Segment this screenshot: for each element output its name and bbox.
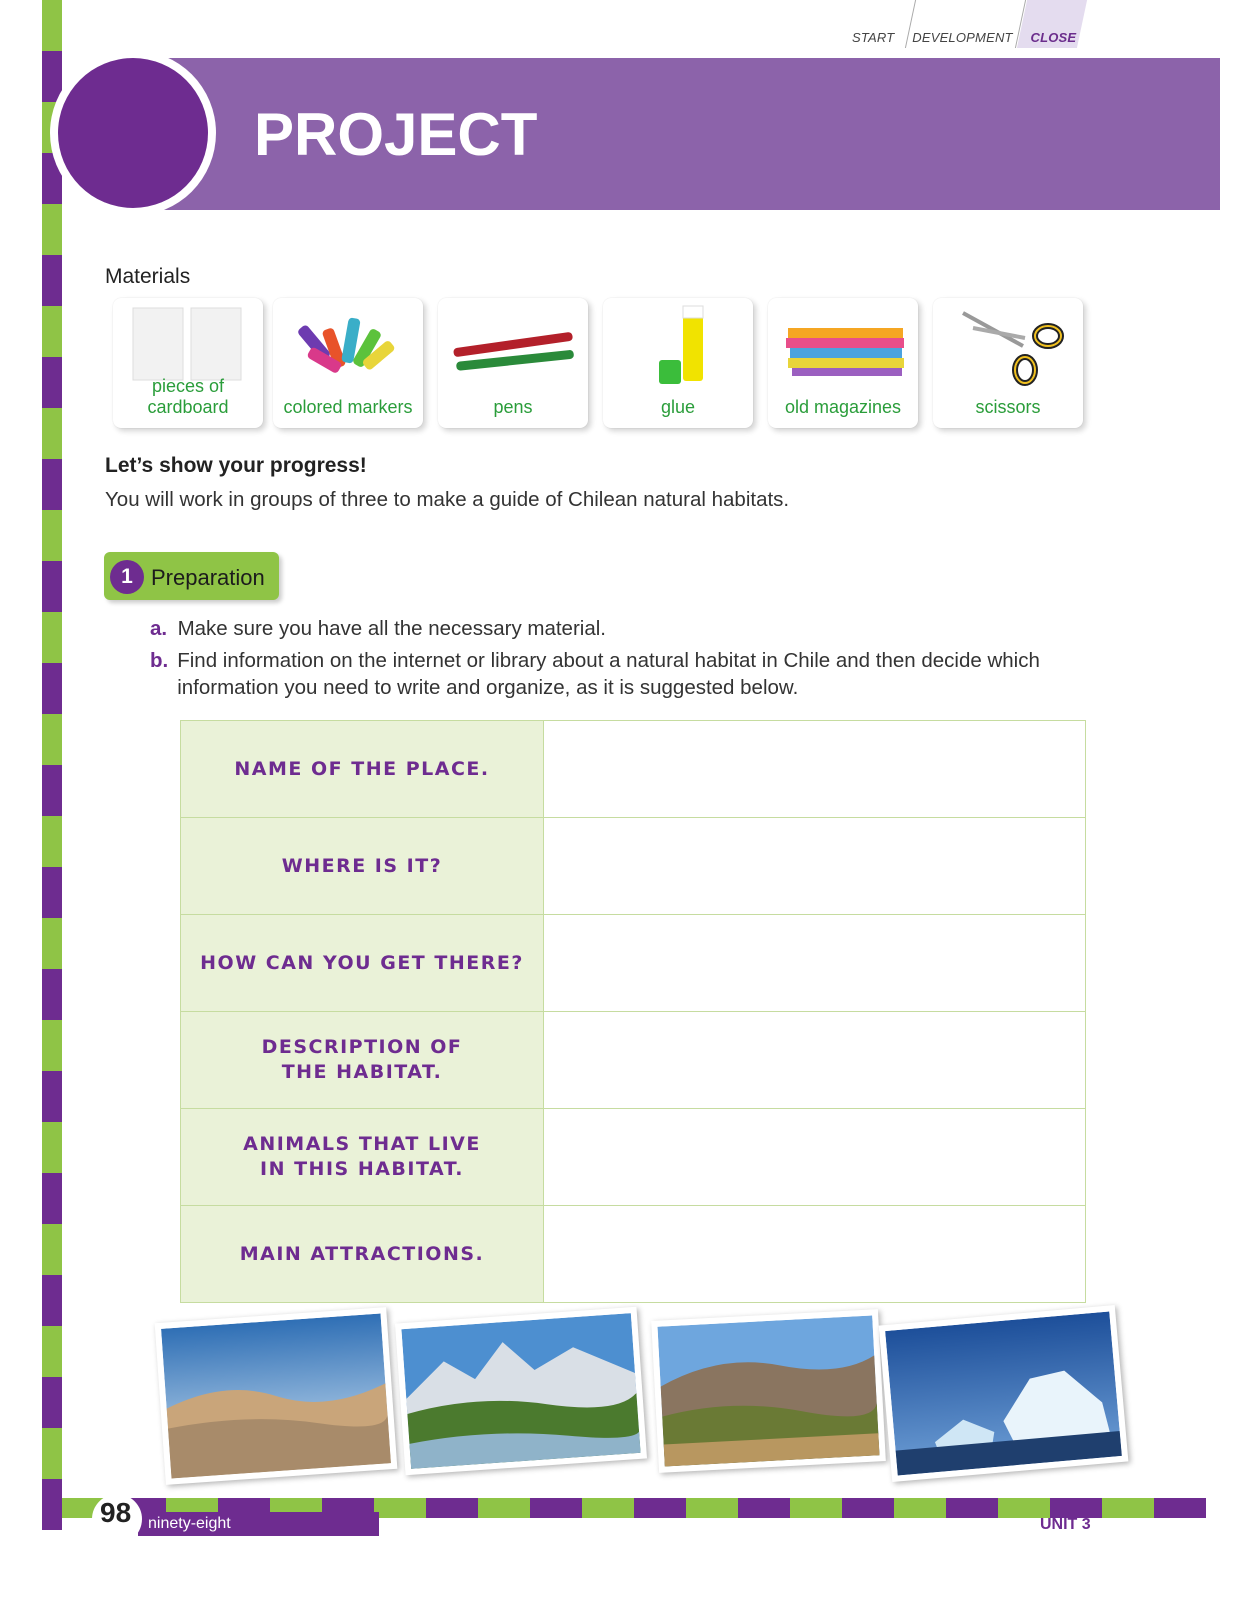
border-segment	[42, 306, 62, 357]
border-segment	[42, 1428, 62, 1479]
border-segment	[42, 255, 62, 306]
border-segment	[42, 459, 62, 510]
row-label	[181, 1012, 544, 1109]
habitat-photo-desert	[155, 1307, 398, 1485]
border-segment	[42, 1173, 62, 1224]
row-label-line: NAME OF THE PLACE.	[234, 757, 490, 780]
border-segment	[42, 918, 62, 969]
materials-heading: Materials	[105, 265, 191, 288]
section-nav	[852, 30, 1084, 45]
border-segment	[42, 1071, 62, 1122]
row-label-line: DESCRIPTION OF	[261, 1036, 463, 1058]
row-label-line: WHERE IS IT?	[281, 854, 443, 877]
border-segment	[946, 1498, 998, 1518]
row-label	[181, 818, 544, 915]
habitat-guide-table	[180, 720, 1086, 1303]
table-row	[181, 1109, 1086, 1206]
nav-start: START	[852, 30, 895, 45]
material-card-markers	[273, 298, 423, 428]
item-letter: a.	[150, 617, 168, 640]
page-number: 98	[100, 1497, 132, 1528]
border-segment	[42, 1224, 62, 1275]
border-segment	[478, 1498, 530, 1518]
page-word-bar	[138, 1512, 379, 1536]
border-segment	[42, 1377, 62, 1428]
progress-intro: You will work in groups of three to make a guide of Chilean natural habitats.	[105, 488, 790, 511]
answer-cell[interactable]	[544, 1109, 1086, 1206]
border-segment	[1102, 1498, 1154, 1518]
answer-cell[interactable]	[544, 721, 1086, 818]
border-segment	[42, 510, 62, 561]
row-label	[181, 721, 544, 818]
glue-icon	[603, 298, 753, 388]
material-label: old magazines	[784, 397, 902, 417]
border-segment	[686, 1498, 738, 1518]
scissors-icon	[933, 298, 1083, 388]
border-segment	[42, 408, 62, 459]
item-letter: b.	[150, 649, 169, 672]
cardboard-icon	[113, 298, 263, 388]
border-segment	[842, 1498, 894, 1518]
material-card-cardboard	[113, 298, 263, 428]
row-label-line: MAIN ATTRACTIONS.	[239, 1242, 485, 1265]
material-label: scissors	[975, 397, 1041, 417]
border-segment	[426, 1498, 478, 1518]
markers-icon	[273, 298, 423, 388]
material-label: colored markers	[283, 397, 413, 417]
border-segment	[42, 561, 62, 612]
material-label: pens	[493, 397, 533, 417]
border-segment	[42, 0, 62, 51]
page-word: ninety-eight	[148, 1515, 231, 1532]
item-text: Find information on the internet or library about a natural habitat in Chile and then decide which information you need to write and organize, as it is suggested below.	[177, 649, 1040, 699]
row-label-line: HOW CAN YOU GET THERE?	[200, 951, 524, 974]
preparation-item-a	[150, 615, 1070, 642]
habitat-photo-mountains	[395, 1307, 647, 1476]
row-label-line: IN THIS HABITAT.	[260, 1158, 464, 1180]
border-segment	[374, 1498, 426, 1518]
preparation-item-b	[150, 647, 1070, 701]
material-card-pens	[438, 298, 588, 428]
border-segment	[582, 1498, 634, 1518]
border-segment	[42, 714, 62, 765]
border-segment	[42, 357, 62, 408]
left-decorative-border	[42, 0, 62, 1520]
item-text: Make sure you have all the necessary material.	[177, 617, 606, 640]
unit-label: UNIT 3	[1040, 1516, 1091, 1533]
table-row	[181, 1012, 1086, 1109]
preparation-title: Preparation	[151, 565, 265, 590]
progress-heading: Let’s show your progress!	[105, 454, 367, 477]
border-segment	[42, 1275, 62, 1326]
preparation-number: 1	[110, 560, 144, 594]
page-title: PROJECT	[254, 101, 538, 168]
answer-cell[interactable]	[544, 1206, 1086, 1303]
material-label: glue	[660, 397, 696, 417]
border-segment	[42, 663, 62, 714]
answer-cell[interactable]	[544, 915, 1086, 1012]
row-label-line: ANIMALS THAT LIVE	[243, 1133, 481, 1155]
border-segment	[42, 765, 62, 816]
material-label: pieces of cardboard	[147, 376, 229, 417]
nav-close: CLOSE	[1030, 30, 1077, 45]
nav-development: DEVELOPMENT	[912, 30, 1013, 45]
border-segment	[42, 1122, 62, 1173]
material-card-glue	[603, 298, 753, 428]
table-row	[181, 915, 1086, 1012]
border-segment	[790, 1498, 842, 1518]
border-segment	[42, 1479, 62, 1530]
border-segment	[42, 1020, 62, 1071]
material-card-scissors	[933, 298, 1083, 428]
row-label	[181, 1109, 544, 1206]
border-segment	[42, 969, 62, 1020]
habitat-photo-valley	[651, 1309, 886, 1473]
border-segment	[42, 867, 62, 918]
magazines-icon	[768, 298, 918, 388]
border-segment	[1050, 1498, 1102, 1518]
answer-cell[interactable]	[544, 818, 1086, 915]
banner-circle	[58, 58, 208, 208]
border-segment	[634, 1498, 686, 1518]
material-card-magazines	[768, 298, 918, 428]
border-segment	[738, 1498, 790, 1518]
border-segment	[998, 1498, 1050, 1518]
pens-icon	[438, 298, 588, 388]
border-segment	[894, 1498, 946, 1518]
table-row	[181, 1206, 1086, 1303]
border-segment	[42, 612, 62, 663]
border-segment	[1154, 1498, 1206, 1518]
border-segment	[530, 1498, 582, 1518]
row-label-line: THE HABITAT.	[281, 1061, 443, 1083]
row-label	[181, 915, 544, 1012]
border-segment	[42, 1326, 62, 1377]
habitat-photo-glacier	[879, 1305, 1129, 1482]
border-segment	[42, 204, 62, 255]
answer-cell[interactable]	[544, 1012, 1086, 1109]
table-row	[181, 818, 1086, 915]
table-row	[181, 721, 1086, 818]
row-label	[181, 1206, 544, 1303]
border-segment	[42, 816, 62, 867]
